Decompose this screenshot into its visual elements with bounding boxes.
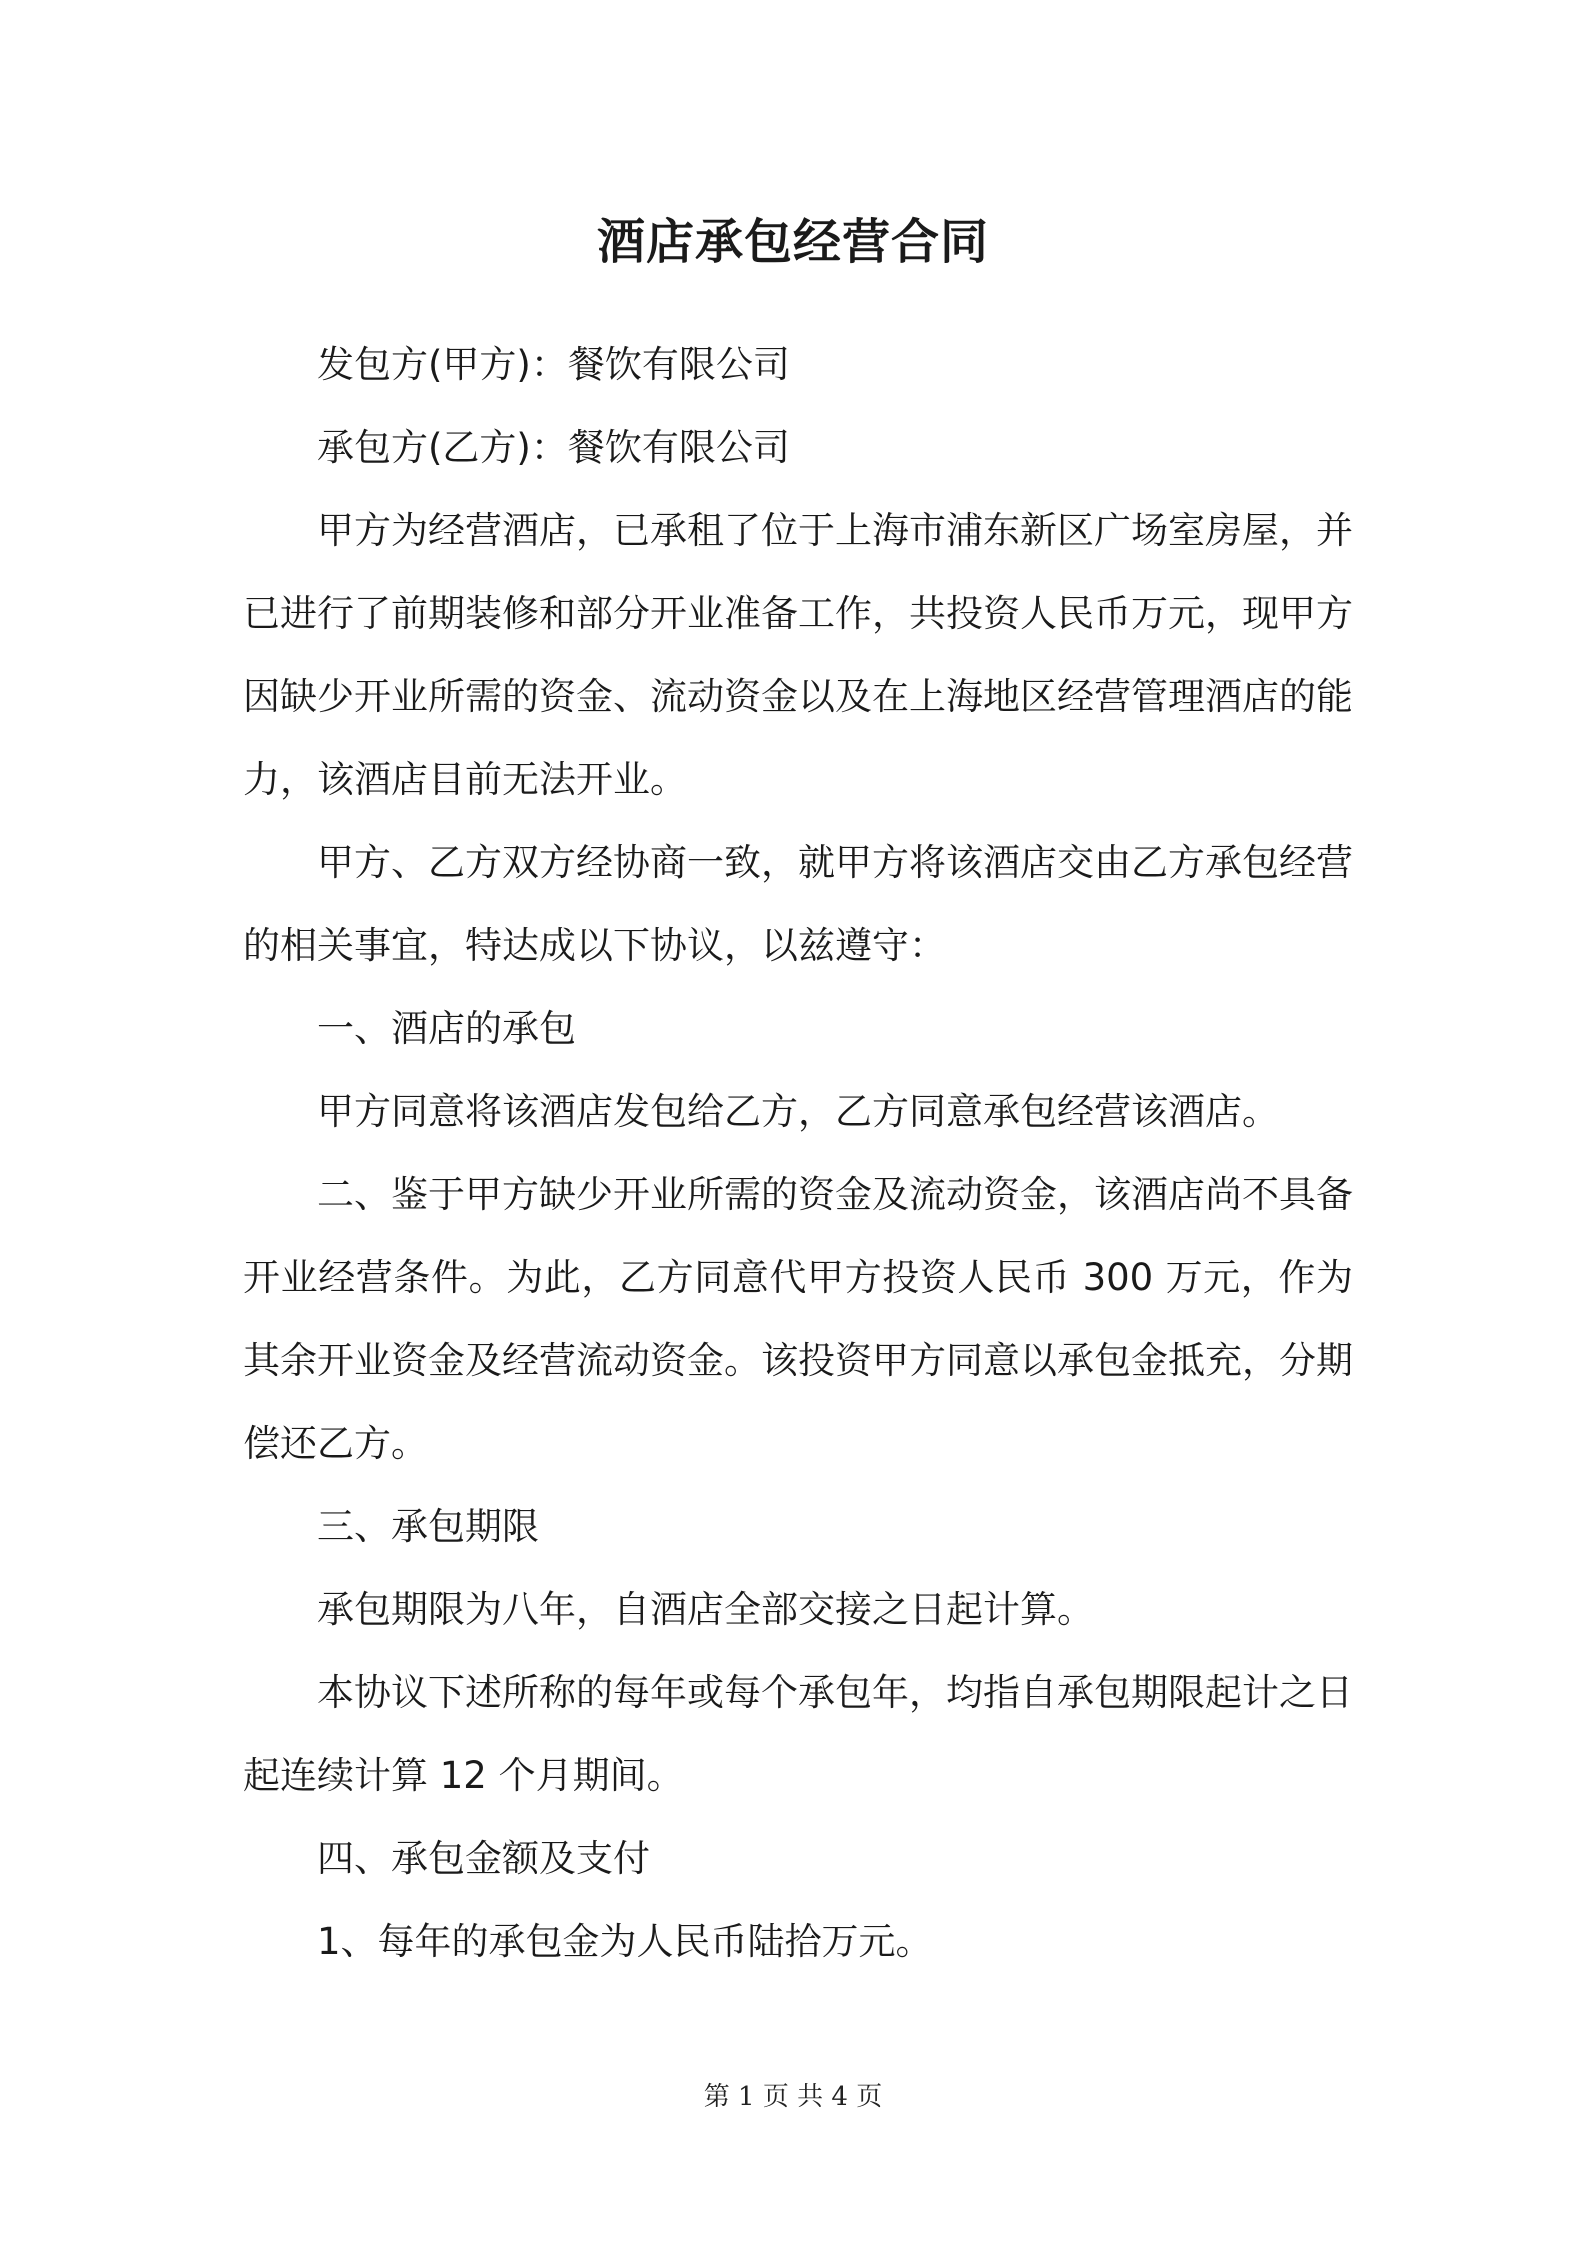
background-paragraph: 甲方为经营酒店，已承租了位于上海市浦东新区广场室房屋，并已进行了前期装修和部分开业准备工作，共投资人民币万元，现甲方因缺少开业所需的资金、流动资金以及在上海地区经营管理酒店的能力，该酒店目前无法开业。 bbox=[243, 509, 1353, 801]
party-a-line: 发包方(甲方)：餐饮有限公司 bbox=[317, 343, 790, 386]
section-3-paragraph: 承包期限为八年，自酒店全部交接之日起计算。 bbox=[317, 1588, 1094, 1631]
contract-year-definition-paragraph: 本协议下述所称的每年或每个承包年，均指自承包期限起计之日起连续计算 12 个月期间。 bbox=[243, 1671, 1353, 1797]
section-2-paragraph: 二、鉴于甲方缺少开业所需的资金及流动资金，该酒店尚不具备开业经营条件。为此，乙方同意代甲方投资人民币 300 万元，作为其余开业资金及经营流动资金。该投资甲方同意以承包金抵充，分期偿还乙方。 bbox=[243, 1173, 1353, 1465]
section-heading-4: 四、承包金额及支付 bbox=[317, 1837, 650, 1880]
section-heading-1: 一、酒店的承包 bbox=[317, 1007, 576, 1050]
party-b-line: 承包方(乙方)：餐饮有限公司 bbox=[317, 426, 790, 469]
section-1-paragraph: 甲方同意将该酒店发包给乙方，乙方同意承包经营该酒店。 bbox=[317, 1090, 1279, 1133]
document-body bbox=[243, 323, 1353, 1983]
document-title: 酒店承包经营合同 bbox=[596, 214, 989, 270]
agreement-intro-paragraph: 甲方、乙方双方经协商一致，就甲方将该酒店交由乙方承包经营的相关事宜，特达成以下协议，以兹遵守： bbox=[243, 841, 1353, 967]
section-4-item-1: 1、每年的承包金为人民币陆拾万元。 bbox=[317, 1920, 933, 1963]
page-number-footer: 第 1 页 共 4 页 bbox=[703, 2082, 883, 2112]
section-heading-3: 三、承包期限 bbox=[317, 1505, 539, 1548]
